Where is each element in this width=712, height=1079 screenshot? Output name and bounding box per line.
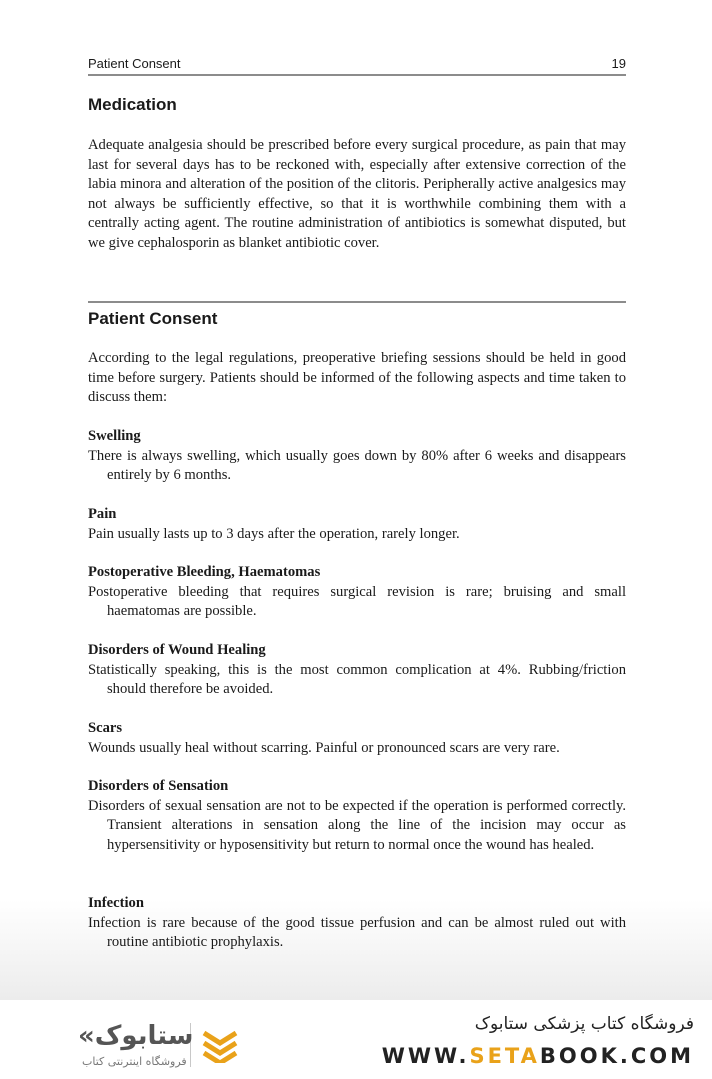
consent-item-swelling xyxy=(88,427,626,486)
consent-item-title: Scars xyxy=(88,720,123,736)
medication-paragraph: Adequate analgesia should be prescribed before every surgical procedure, as pain that may last for several days has to be reckoned with, especially after extensive correction of the labia minora and alteration of the position of the clitoris. Peripherally active analgesics may not always be sufficiently effective, so that it is worthwhile combining them with a centrally acting agent. The routine administration of antibiotics is somewhat disputed, but we give cephalosporin as blanket antibiotic cover. xyxy=(88,137,626,251)
consent-item-text: Statistically speaking, this is the most common complication at 4%. Rubbing/friction should therefore be avoided. xyxy=(88,661,626,698)
store-name: فروشگاه کتاب پزشکی ستابوک xyxy=(474,1014,694,1034)
consent-item-text: Wounds usually heal without scarring. Painful or pronounced scars are very rare. xyxy=(88,739,560,756)
consent-item-title: Pain xyxy=(88,506,117,522)
consent-item-title: Infection xyxy=(88,895,144,911)
consent-item-title: Swelling xyxy=(88,428,141,444)
url-prefix: WWW. xyxy=(381,1044,470,1068)
running-head-title: Patient Consent xyxy=(88,56,181,71)
patient-consent-heading: Patient Consent xyxy=(88,309,218,328)
logo-subtitle: فروشگاه اینترنتی کتاب xyxy=(82,1055,187,1068)
consent-intro: According to the legal regulations, preoperative briefing sessions should be held in good time before surgery. Patients should be informed of the following aspects and time taken to discuss them: xyxy=(88,350,626,406)
consent-item-scars xyxy=(88,719,626,758)
consent-item-text: Infection is rare because of the good tissue perfusion and can be almost ruled out with routine antibiotic prophylaxis. xyxy=(88,914,626,951)
logo-text: «ستابوک xyxy=(78,1021,194,1051)
store-url[interactable] xyxy=(382,1044,694,1068)
store-footer-banner xyxy=(0,1000,712,1079)
section-divider xyxy=(88,301,626,303)
consent-item-text: Pain usually lasts up to 3 days after the operation, rarely longer. xyxy=(88,525,460,542)
consent-item-text: Postoperative bleeding that requires surgical revision is rare; bruising and small haematomas are possible. xyxy=(88,583,626,620)
running-head xyxy=(88,56,626,76)
consent-item-infection xyxy=(88,894,626,953)
book-stack-icon xyxy=(200,1023,240,1063)
consent-item-pain xyxy=(88,505,626,544)
consent-item-bleeding xyxy=(88,563,626,622)
page-number: 19 xyxy=(611,56,626,71)
consent-item-title: Disorders of Sensation xyxy=(88,778,229,794)
consent-item-title: Disorders of Wound Healing xyxy=(88,642,266,658)
consent-item-wound-healing xyxy=(88,641,626,700)
medication-heading: Medication xyxy=(88,95,177,114)
consent-item-text: Disorders of sexual sensation are not to be expected if the operation is performed correctly. Transient alterations in sensation along the line of the incision may occur as hypersensitivity or hyposensitivity but return to normal once the wound has healed. xyxy=(88,797,626,853)
setabook-logo xyxy=(30,1017,280,1073)
url-suffix: BOOK.COM xyxy=(539,1044,694,1068)
consent-item-title: Postoperative Bleeding, Haematomas xyxy=(88,564,321,580)
consent-item-text: There is always swelling, which usually goes down by 80% after 6 weeks and disappears entirely by 6 months. xyxy=(88,447,626,484)
url-accent: SETA xyxy=(469,1044,540,1068)
consent-item-sensation xyxy=(88,777,626,855)
